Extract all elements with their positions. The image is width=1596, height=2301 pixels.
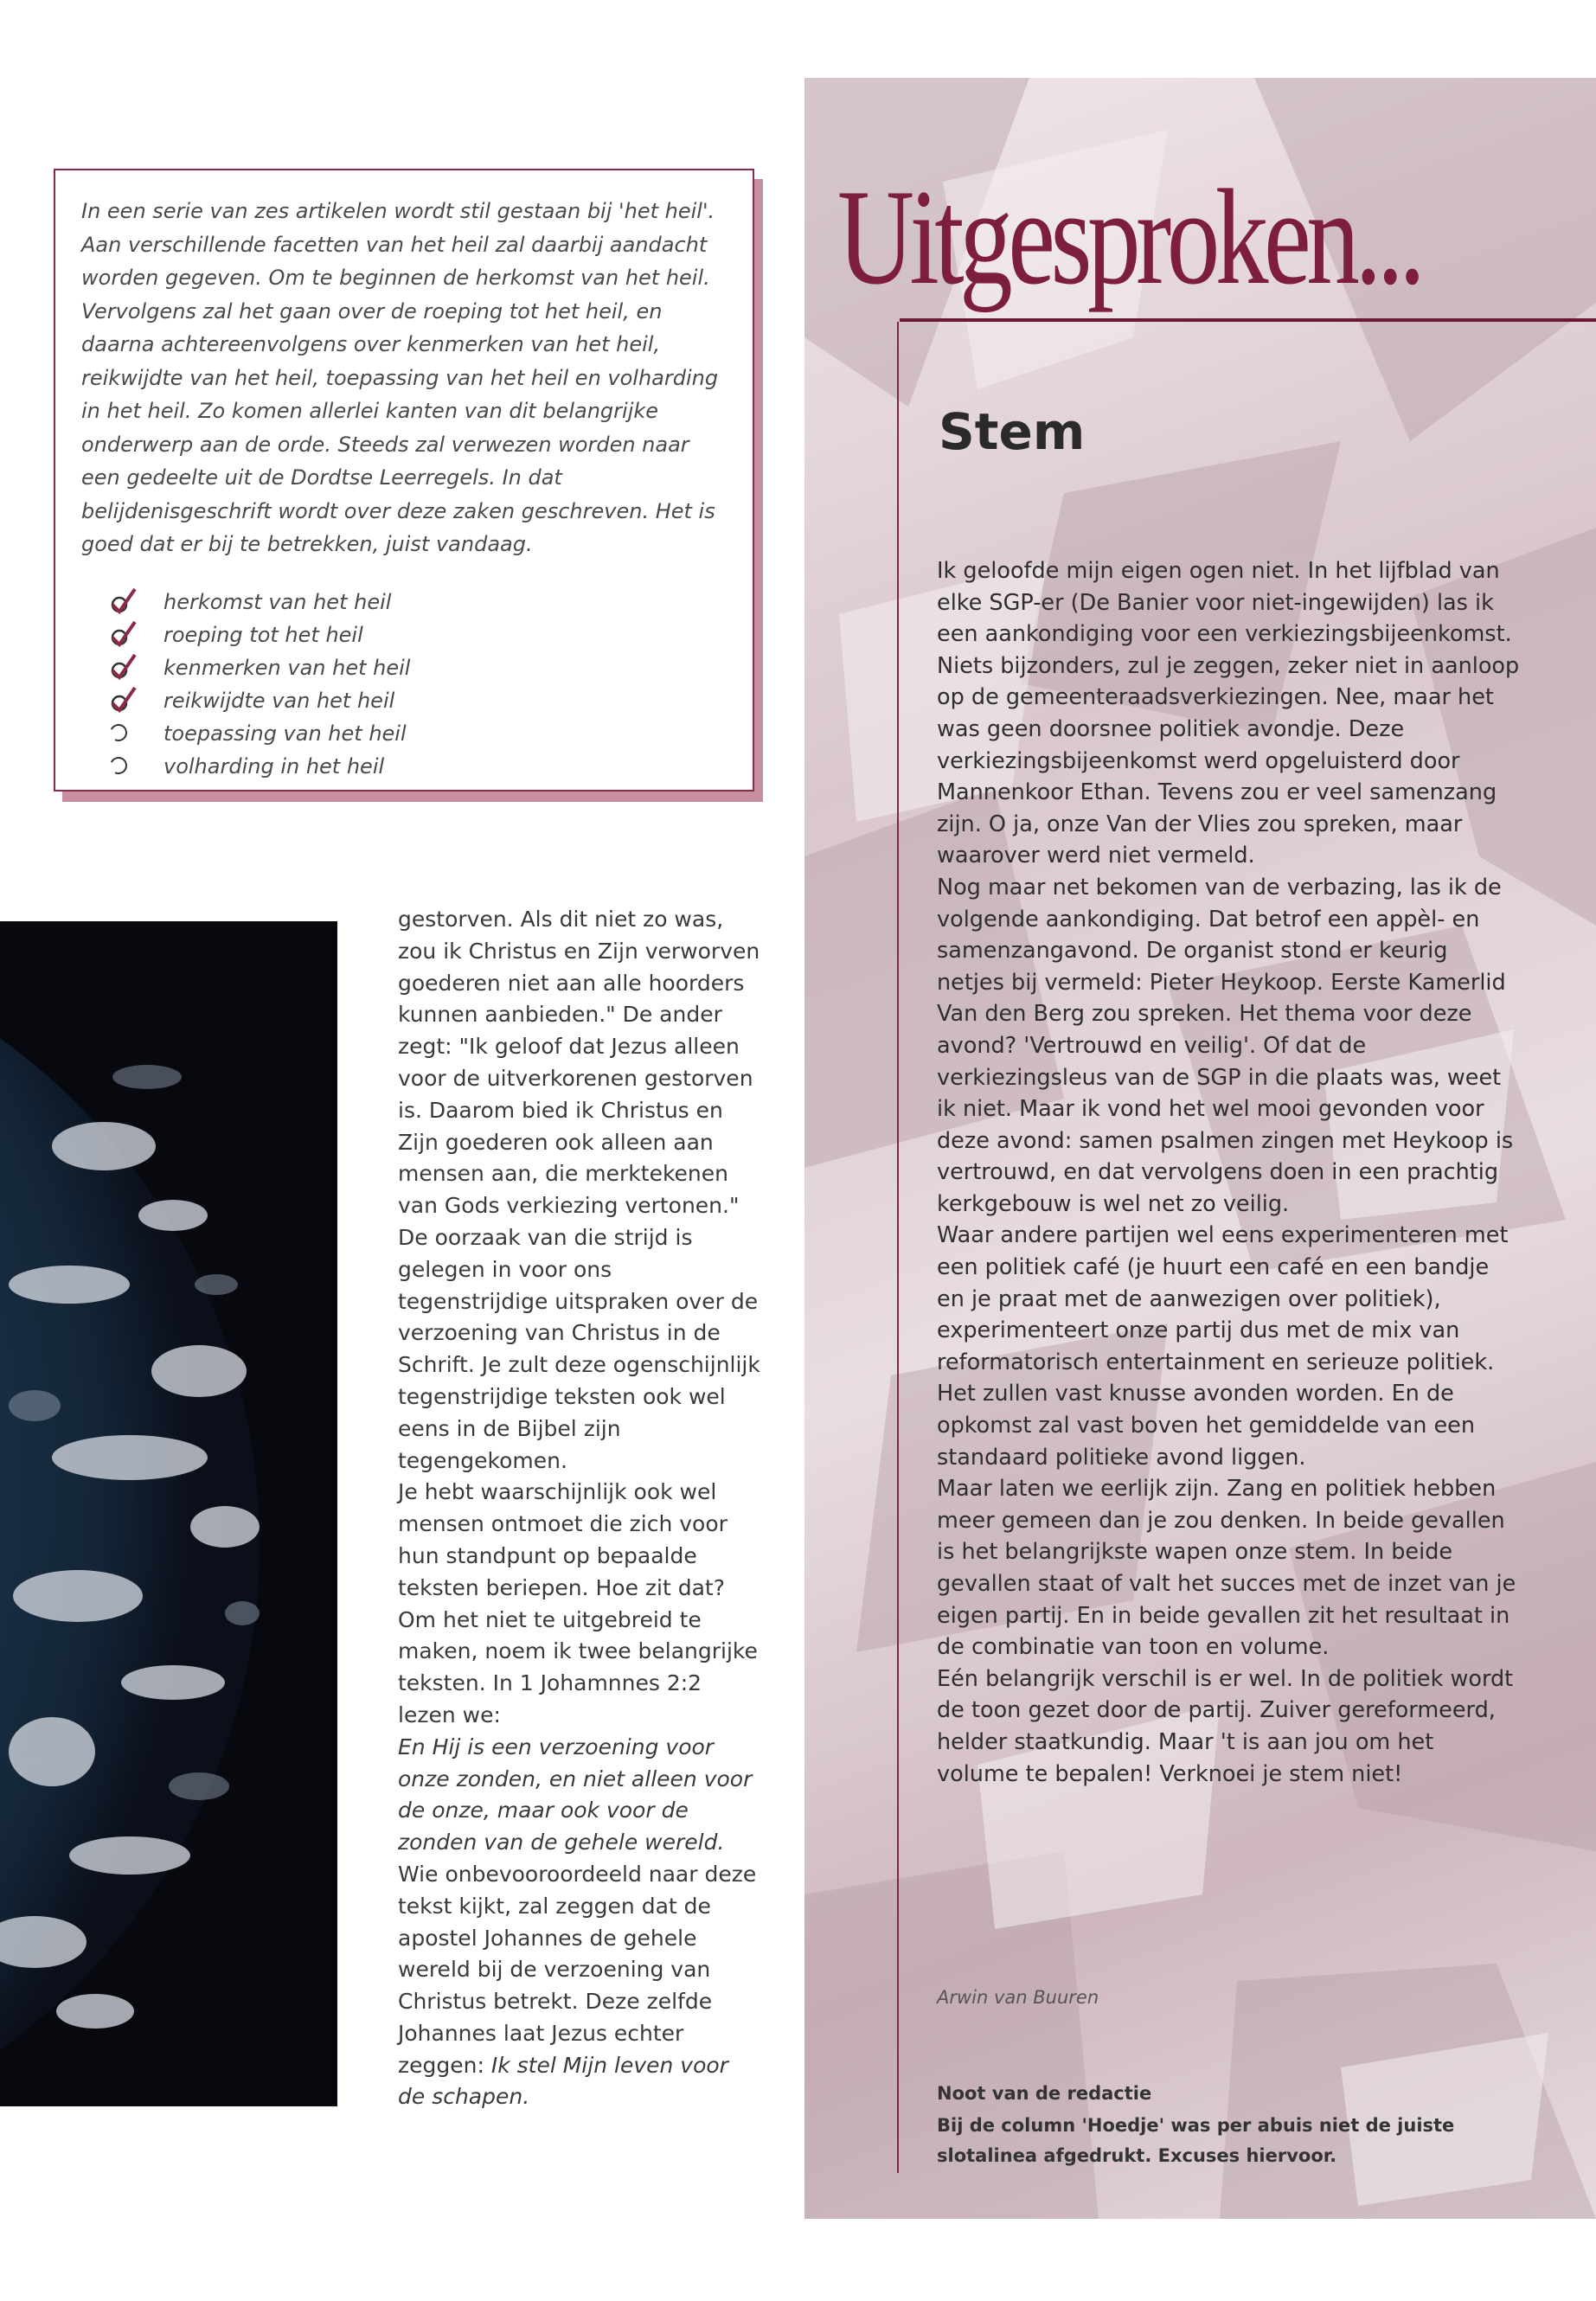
paragraph: gestorven. Als dit niet zo was, zou ik Christus en Zijn verworven goederen niet aan alle hoorders kunnen aanbieden." De ander zegt: "Ik geloof dat Jezus alleen voor de uitverkorenen gestorven is. Daarom bied ik Christus en Zijn goederen ook alleen aan mensen aan, die merktekenen van Gods verkiezing vertonen." (398, 907, 760, 1219)
earth-photo (0, 921, 337, 2106)
paragraph-text: Wie onbevooroordeeld naar deze tekst kijkt, zal zeggen dat de apostel Johannes de gehele wereld bij de verzoening van Christus betrekt. Deze zelfde Johannes laat Jezus echter zeggen: (398, 1861, 757, 2078)
earth-illustration (0, 921, 337, 2106)
checklist-item (81, 684, 727, 717)
series-checklist (81, 586, 727, 783)
open-circle-icon (107, 721, 130, 744)
paragraph (398, 1859, 761, 2113)
checklist-label: volharding in het heil (163, 753, 385, 779)
series-intro-box (54, 169, 754, 792)
open-circle-icon (107, 754, 130, 777)
check-icon (107, 686, 137, 715)
article-continuation (398, 904, 761, 2113)
checklist-item (81, 750, 727, 783)
paragraph: De oorzaak van die strijd is gelegen in voor ons tegenstrijdige uitspraken over de verzoening van Christus in de Schrift. Je zult deze ogenschijnlijk tegenstrijdige teksten ook wel eens in de Bijbel zijn tegengekomen. (398, 1224, 760, 1473)
column-rule (897, 322, 899, 2173)
masthead-rule (900, 318, 1596, 322)
editor-note-text: Bij de column 'Hoedje' was per abuis niet de juiste slotalinea afgedrukt. Excuses hiervoor. (937, 2115, 1455, 2166)
paragraph: Nog maar net bekomen van de verbazing, las ik de volgende aankondiging. Dat betrof een appèl- en samenzangavond. De organist stond er keurig netjes bij vermeld: Pieter Heykoop. Eerste Kamerlid Van den Berg zou spreken. Het thema voor deze avond? 'Vertrouwd en veilig'. Of dat de verkiezingsleus van de SGP in die plaats was, weet ik niet. Maar ik vond het wel mooi gevonden voor deze avond: samen psalmen zingen met Heykoop is vertrouwd, en dat vervolgens doen in een prachtig kerkgebouw is wel net zo veilig. (937, 874, 1514, 1217)
checklist-item (81, 586, 727, 619)
author-byline: Arwin van Buuren (937, 1987, 1099, 2008)
bible-quote: Ik stel Mijn leven voor de schapen. (398, 2052, 728, 2110)
paragraph: Waar andere partijen wel eens experimenteren met een politiek café (je huurt een café en een bandje en je praat met de aanwezigen over politiek), experimenteert onze partij dus met de mix van reformatorisch entertainment en serieuze politiek. Het zullen vast knusse avonden worden. En de opkomst zal vast boven het gemiddelde van een standaard politieke avond liggen. (937, 1222, 1509, 1471)
paragraph: Ik geloofde mijn eigen ogen niet. In het lijfblad van elke SGP-er (De Banier voor niet-ingewijden) las ik een aankondiging voor een verkiezingsbijeenkomst. Niets bijzonders, zul je zeggen, zeker niet in aanloop op de gemeenteraadsverkiezingen. Nee, maar het was geen doorsnee politiek avondje. Deze verkiezingsbijeenkomst werd opgeluisterd door Mannenkoor Ethan. Tevens zou er veel samenzang zijn. O ja, onze Van der Vlies zou spreken, maar waarover werd niet vermeld. (937, 558, 1520, 869)
series-intro-text: In een serie van zes artikelen wordt stil gestaan bij 'het heil'. Aan verschillende facetten van het heil zal daarbij aandacht worden gegeven. Om te beginnen de herkomst van het heil. Vervolgens zal het gaan over de roeping tot het heil, en daarna achtereenvolgens over kenmerken van het heil, reikwijdte van het heil, toepassing van het heil en volharding in het heil. Zo komen allerlei kanten van dit belangrijke onderwerp aan de orde. Steeds zal verwezen worden naar een gedeelte uit de Dordtse Leerregels. In dat belijdenisgeschrift wordt over deze zaken geschreven. Het is goed dat er bij te betrekken, juist vandaag. (81, 199, 719, 556)
checklist-item (81, 717, 727, 750)
check-icon (107, 620, 137, 650)
checklist-item (81, 651, 727, 684)
editor-note-title: Noot van de redactie (937, 2083, 1152, 2104)
checklist-label: kenmerken van het heil (163, 655, 411, 680)
paragraph: Je hebt waarschijnlijk ook wel mensen ontmoet die zich voor hun standpunt op bepaalde teksten beriepen. Hoe zit dat? Om het niet te uitgebreid te maken, noem ik twee belangrijke teksten. In 1 Johamnnes 2:2 lezen we: (398, 1479, 758, 1727)
column-title: Stem (939, 402, 1086, 461)
paragraph: Maar laten we eerlijk zijn. Zang en politiek hebben meer gemeen dan je zou denken. In beide gevallen is het belangrijkste wapen onze stem. In beide gevallen staat of valt het succes met de inzet van je eigen partij. En in beide gevallen zit het resultaat in de combinatie van toon en volume. (937, 1476, 1516, 1661)
bible-quote: En Hij is een verzoening voor onze zonden, en niet alleen voor de onze, maar ook voor de zonden van de gehele wereld. (398, 1734, 753, 1856)
checklist-label: herkomst van het heil (163, 589, 392, 614)
masthead-title: Uitgesproken... (837, 162, 1421, 313)
checklist-item (81, 619, 727, 651)
column-body (937, 555, 1521, 1790)
check-icon (107, 653, 137, 683)
checklist-label: reikwijdte van het heil (163, 688, 395, 713)
checklist-label: roeping tot het heil (163, 622, 363, 647)
checklist-label: toepassing van het heil (163, 721, 407, 746)
check-icon (107, 587, 137, 617)
paragraph: Eén belangrijk verschil is er wel. In de politiek wordt de toon gezet door de partij. Zuiver gereformeerd, helder staatkundig. Maar 't is aan jou om het volume te bepalen! Verknoei je stem niet! (937, 1665, 1514, 1787)
